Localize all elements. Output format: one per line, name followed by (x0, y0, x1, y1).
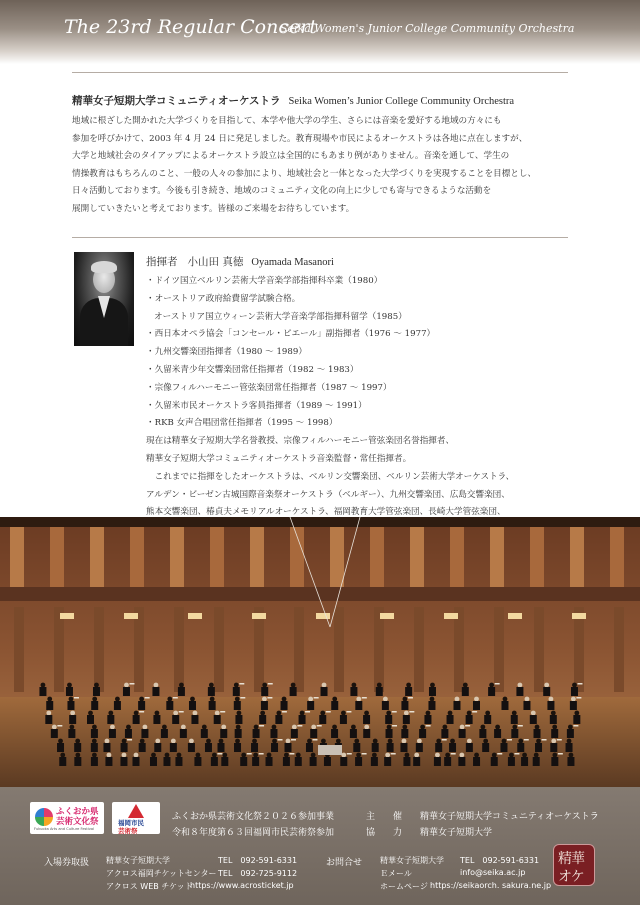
conductor-bio (146, 273, 576, 540)
conductor-portrait (74, 252, 134, 346)
event-line-2: 令和８年度第６３回福岡市民芸術祭参加 (172, 828, 335, 838)
cooperation-label: 協 力 (366, 828, 403, 838)
tickets-label: 入場券取扱 (44, 858, 90, 868)
bio-item: ・RKB 女声合唱団常任指揮者（1995 ～ 1998） (146, 418, 338, 429)
seika-orchestra-seal: 精華 オケ (553, 844, 595, 886)
bio-item: ・九州交響楽団指揮者（1980 ～ 1989） (146, 347, 307, 358)
intro-line: 情操教育はもちろんのこと、一般の人々の参加により、地域社会と一体となった大学づくりを実現することを目標とし、 (72, 168, 537, 179)
ticket-contact: TEL 092-591-6331 (218, 856, 298, 865)
inquiry-name: ホームページ (380, 882, 428, 891)
ticket-outlet: アクロス WEB チケット (106, 882, 193, 891)
intro-line: 参加を呼びかけて、2003 年 4 月 24 日に発足しました。教育現場や市民によるオーケストラは各地に点在しますが、 (72, 133, 528, 144)
inquiry-email[interactable]: info@seika.ac.jp (460, 868, 526, 877)
concert-subtitle: Seika Women's Junior College Community Orchestra (280, 22, 575, 35)
organizer: 精華女子短期大学コミュニティオーケストラ (420, 812, 599, 822)
intro-line: 地域に根ざした開かれた大学づくりを目指して、本学や他大学の学生、さらには音楽を愛好する地域の方々にも (72, 116, 502, 126)
middle-divider (72, 237, 568, 238)
event-line-1: ふくおか県芸術文化祭２０２６参加事業 (172, 812, 335, 822)
inquiry-name: Ｅメール (380, 869, 412, 878)
bio-note: 精華女子短期大学コミュニティオーケストラ音楽監督・常任指揮者。 (146, 453, 412, 464)
ticket-contact: TEL 092-725-9112 (218, 869, 298, 878)
orchestra-name-en: Seika Women’s Junior College Community Orchestra (288, 96, 515, 107)
header-banner (0, 0, 640, 64)
intro-line: 日々活動しております。今後も引き続き、地域のコミュニティ文化の向上に少しでも寄与できるような活動を (72, 186, 492, 197)
hall-illustration (0, 517, 640, 787)
intro-line: 大学と地域社会のタイアップによるオーケストラ設立は全国的にもあまり例がありません。音楽を通して、学生の (72, 151, 510, 162)
inquiry-label: お問合せ (326, 858, 363, 868)
organizer-label: 主 催 (366, 812, 403, 822)
bio-item: ・久留米市民オーケストラ客員指揮者（1989 ～ 1991） (146, 400, 367, 411)
conductor-name-en: Oyamada Masanori (251, 257, 334, 268)
bio-item: ・ドイツ国立ベルリン芸術大学音楽学部指揮科卒業（1980） (146, 276, 383, 286)
footer (0, 787, 640, 905)
bio-item: ・西日本オペラ協会「コンセール・ピエール」副指揮者（1976 ～ 1977） (146, 329, 436, 340)
orchestra-name-ja: 精華女子短期大学コミュニティオーケストラ (72, 95, 281, 107)
cooperation: 精華女子短期大学 (420, 828, 493, 838)
intro-line: 展開していきたいと考えております。皆様のご来場をお待ちしています。 (72, 203, 355, 214)
fukuoka-citizens-festival-logo: 福岡市民 芸術祭 (112, 802, 160, 834)
orchestra-heading (72, 93, 572, 108)
inquiry-name: 精華女子短期大学 (380, 856, 444, 865)
bio-item: ・オーストリア政府給費留学試験合格。 (146, 293, 301, 304)
bio-note: 現在は精華女子短期大学名誉教授、宗像フィルハーモニー管弦楽団名誉指揮者、 (146, 436, 455, 447)
flower-icon (35, 808, 53, 826)
bio-note: 熊本交響楽団、椿貞夫メモリアルオーケストラ、福岡教育大学管弦楽団、長崎大学管弦楽団、 (146, 507, 506, 518)
concert-title: The 23rd Regular Concert (64, 16, 317, 38)
bio-item: ・久留米青少年交響楽団常任指揮者（1982 ～ 1983） (146, 364, 359, 375)
ticket-outlet: 精華女子短期大学 (106, 856, 170, 865)
concert-hall-photo (0, 517, 640, 787)
bio-note: アルデン・ビーゼン古城国際音楽祭オーケストラ（ベルギー）、九州交響楽団、広島交響楽団、 (146, 489, 510, 500)
top-divider (72, 72, 568, 73)
orchestra-intro (72, 113, 572, 219)
ticket-outlet: アクロス福岡チケットセンター (106, 869, 217, 878)
fukuoka-arts-festival-logo: ふくおか県 芸術文化祭 Fukuoka Arts and Culture Festival (30, 802, 104, 834)
triangle-icon (128, 804, 144, 818)
bio-list (146, 273, 576, 433)
bio-item: オーストリア国立ウィーン芸術大学音楽学部指揮科留学（1985） (154, 311, 407, 322)
inquiry-url[interactable]: https://seikaorch. sakura.ne.jp (430, 881, 552, 890)
conductor-role: 指揮者 (146, 256, 178, 268)
inquiry-contact: TEL 092-591-6331 (460, 856, 540, 865)
bio-item: ・宗像フィルハーモニー管弦楽団常任指揮者（1987 ～ 1997） (146, 382, 392, 393)
ticket-url[interactable]: https://www.acrosticket.jp (190, 881, 294, 890)
conductor-heading (146, 254, 334, 269)
bio-note: これまでに指揮をしたオーケストラは、ベルリン交響楽団、ベルリン芸術大学オーケストラ、 (146, 471, 515, 482)
conductor-name-ja: 小山田 真徳 (187, 256, 244, 268)
